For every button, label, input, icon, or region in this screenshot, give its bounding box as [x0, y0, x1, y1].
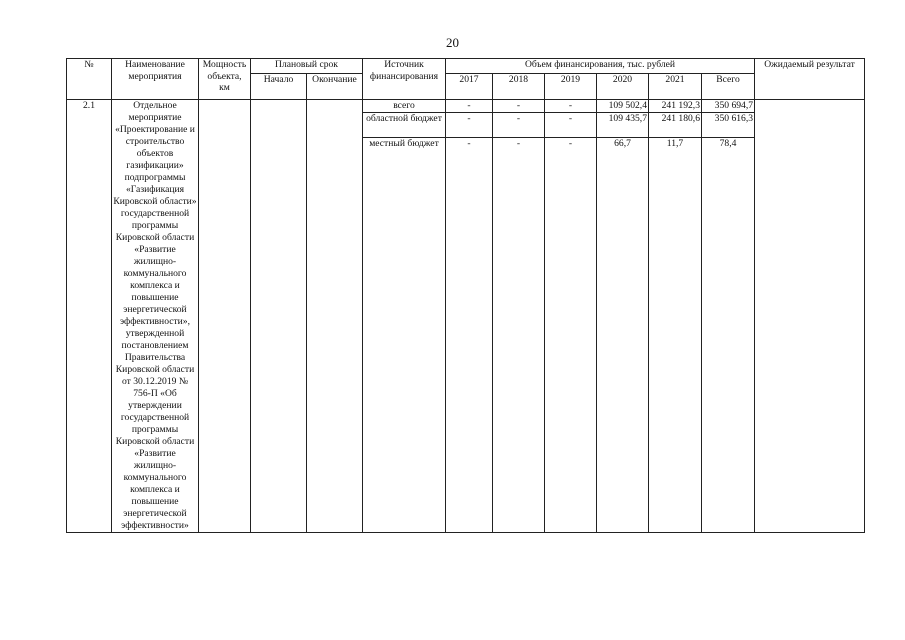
source-local: местный бюджет — [363, 138, 446, 533]
event-title: Отдельное мероприятие «Проектирование и строительство объектов газификации» подпрограммы «Газификация Кировской области» государственной программы Кировской области «Развитие жилищно-коммунального комплекса и повышение энергетической эффективности», утвержденной постановлением Правительства Кировской области от 30.12.2019 № 756-П «Об утверждении государственной программы Кировской области «Развитие жилищно-коммунального комплекса и повышение энергетической эффективности» — [113, 100, 197, 531]
header-year-2018: 2018 — [493, 74, 545, 100]
header-expected-result: Ожидаемый результат — [755, 59, 865, 100]
header-source-line1: Источник — [384, 59, 424, 70]
header-total: Всего — [702, 74, 755, 100]
start-cell — [251, 100, 307, 533]
header-year-2017: 2017 — [446, 74, 493, 100]
header-source — [363, 59, 446, 100]
local-total: 78,4 — [702, 138, 755, 533]
header-row-1 — [67, 59, 865, 74]
regional-2020: 109 435,7 — [597, 113, 649, 138]
header-power-line3: км — [219, 82, 230, 94]
regional-2021: 241 180,6 — [649, 113, 702, 138]
source-total: всего — [363, 100, 446, 113]
header-year-2021: 2021 — [649, 74, 702, 100]
total-2019: - — [545, 100, 597, 113]
total-2017: - — [446, 100, 493, 113]
local-2019: - — [545, 138, 597, 533]
expected-result-cell — [755, 100, 865, 533]
total-2020: 109 502,4 — [597, 100, 649, 113]
local-2021: 11,7 — [649, 138, 702, 533]
header-power-line2: объекта, — [207, 70, 242, 82]
table-row — [67, 100, 865, 113]
header-end: Окончание — [307, 74, 363, 100]
row-number: 2.1 — [67, 100, 112, 533]
header-start: Начало — [251, 74, 307, 100]
header-year-2019: 2019 — [545, 74, 597, 100]
header-num: № — [67, 59, 112, 100]
funding-table — [66, 58, 865, 533]
header-year-2020: 2020 — [597, 74, 649, 100]
header-funding-volume: Объем финансирования, тыс. рублей — [446, 59, 755, 74]
power-cell — [199, 100, 251, 533]
header-planned-term: Плановый срок — [251, 59, 363, 74]
total-2018: - — [493, 100, 545, 113]
local-2018: - — [493, 138, 545, 533]
page-number: 20 — [446, 35, 459, 50]
header-name — [112, 59, 199, 100]
regional-total: 350 616,3 — [702, 113, 755, 138]
regional-2018: - — [493, 113, 545, 138]
header-name-line1: Наименование — [125, 59, 185, 70]
header-power — [199, 59, 251, 100]
total-2021: 241 192,3 — [649, 100, 702, 113]
header-power-line1: Мощность — [202, 59, 247, 70]
regional-2017: - — [446, 113, 493, 138]
local-2017: - — [446, 138, 493, 533]
header-source-line2: финансирования — [369, 70, 439, 82]
source-regional: областной бюджет — [363, 113, 446, 138]
regional-2019: - — [545, 113, 597, 138]
local-2020: 66,7 — [597, 138, 649, 533]
end-cell — [307, 100, 363, 533]
header-name-line2: мероприятия — [128, 70, 182, 82]
total-all: 350 694,7 — [702, 100, 755, 113]
